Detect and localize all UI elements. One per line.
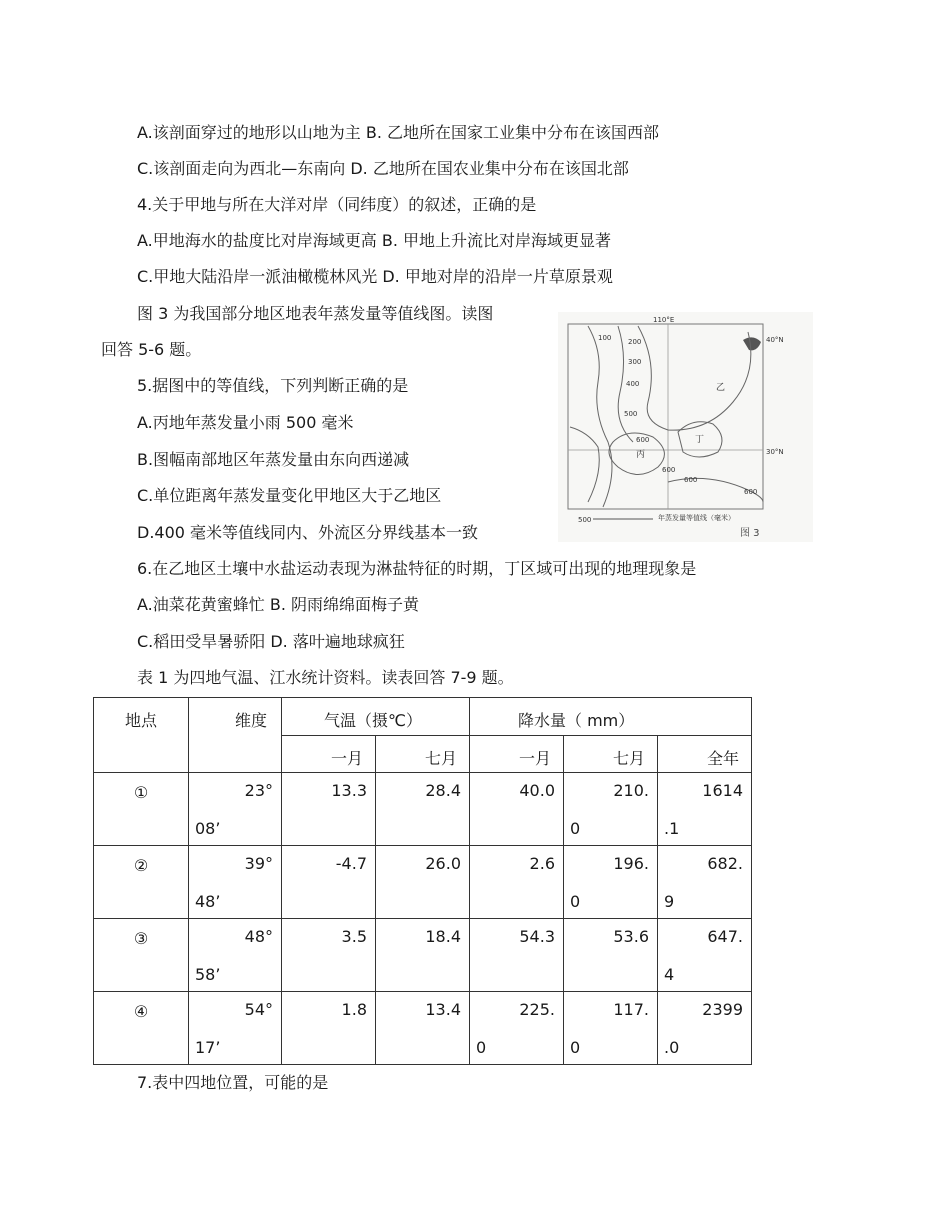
- place-ding: 丁: [695, 435, 705, 445]
- lat-min: 58’: [195, 965, 221, 984]
- header-temp-jan: 一月: [282, 735, 376, 773]
- option-line-4c: C.甲地大陆沿岸一派油橄榄林风光 D. 甲地对岸的沿岸一片草原景观: [137, 267, 613, 286]
- option-line-3c: C.该剖面走向为西北—东南向 D. 乙地所在国农业集中分布在该国北部: [137, 159, 629, 178]
- question-5: 5.据图中的等值线，下列判断正确的是: [137, 376, 409, 395]
- option-5d: D.400 毫米等值线同内、外流区分界线基本一致: [137, 523, 479, 542]
- place-bing: 丙: [636, 450, 646, 460]
- table-row: [94, 846, 752, 919]
- option-line-3a: A.该剖面穿过的地形以山地为主 B. 乙地所在国家工业集中分布在该国西部: [137, 123, 659, 142]
- option-5c: C.单位距离年蒸发量变化甲地区大于乙地区: [137, 486, 442, 505]
- lat-mid-label: 30°N: [766, 448, 784, 456]
- lat-deg: 23°: [244, 781, 273, 800]
- figure-intro: 图 3 为我国部分地区地表年蒸发量等值线图。读图: [137, 304, 494, 323]
- evaporation-contour-map: [558, 312, 813, 542]
- precip-year-cont: .0: [664, 1038, 680, 1057]
- question-7: 7.表中四地位置，可能的是: [137, 1073, 329, 1092]
- row-id: ③: [133, 929, 149, 948]
- lat-deg: 39°: [244, 854, 273, 873]
- precip-year: 2399: [702, 1000, 743, 1019]
- precip-year-cont: 4: [664, 965, 675, 984]
- climate-table: [93, 697, 752, 1065]
- precip-jan: 40.0: [519, 781, 555, 800]
- contour-label: 100: [598, 334, 612, 342]
- temp-jan: 13.3: [331, 781, 367, 800]
- contour-label: 500: [624, 410, 638, 418]
- option-5b: B.图幅南部地区年蒸发量由东向西递减: [137, 450, 410, 469]
- lat-deg: 48°: [244, 927, 273, 946]
- table-intro: 表 1 为四地气温、江水统计资料。读表回答 7-9 题。: [137, 668, 514, 687]
- row-id: ①: [133, 783, 149, 802]
- temp-jul: 28.4: [425, 781, 461, 800]
- legend-value: 500: [578, 516, 592, 524]
- precip-year-cont: .1: [664, 819, 680, 838]
- question-6: 6.在乙地区土壤中水盐运动表现为淋盐特征的时期，丁区域可出现的地理现象是: [137, 559, 697, 578]
- precip-jul: 117.: [613, 1000, 649, 1019]
- contour-label: 200: [628, 338, 642, 346]
- table-row: [94, 919, 752, 992]
- temp-jul: 13.4: [425, 1000, 461, 1019]
- row-id: ④: [133, 1002, 149, 1021]
- lat-deg: 54°: [244, 1000, 273, 1019]
- lat-min: 08’: [195, 819, 221, 838]
- precip-jul-cont: 0: [570, 819, 581, 838]
- header-precip: 降水量（ mm）: [470, 698, 752, 736]
- lat-min: 48’: [195, 892, 221, 911]
- header-place: 地点: [94, 698, 189, 773]
- option-line-4a: A.甲地海水的盐度比对岸海域更高 B. 甲地上升流比对岸海域更显著: [137, 231, 611, 250]
- legend-text: 年蒸发量等值线（毫米）: [658, 514, 735, 522]
- precip-jul: 210.: [613, 781, 649, 800]
- precip-jan-cont: 0: [476, 1038, 487, 1057]
- contour-label: 400: [626, 380, 640, 388]
- precip-jul-cont: 0: [570, 892, 581, 911]
- figure-intro-cont: 回答 5-6 题。: [101, 340, 202, 359]
- precip-jan: 225.: [519, 1000, 555, 1019]
- figure-caption: 图 3: [740, 528, 760, 539]
- header-precip-jul: 七月: [564, 735, 658, 773]
- lat-min: 17’: [195, 1038, 221, 1057]
- header-precip-jan: 一月: [470, 735, 564, 773]
- table-row: [94, 773, 752, 846]
- temp-jul: 18.4: [425, 927, 461, 946]
- temp-jan: -4.7: [335, 854, 367, 873]
- row-id: ②: [133, 856, 149, 875]
- precip-jan: 2.6: [529, 854, 555, 873]
- table-row: [94, 992, 752, 1065]
- precip-jul: 53.6: [613, 927, 649, 946]
- precip-year-cont: 9: [664, 892, 675, 911]
- contour-label: 600: [684, 476, 698, 484]
- contour-label: 300: [628, 358, 642, 366]
- contour-label: 600: [744, 488, 758, 496]
- temp-jan: 1.8: [341, 1000, 367, 1019]
- lon-label: 110°E: [653, 316, 675, 324]
- precip-jan: 54.3: [519, 927, 555, 946]
- place-yi: 乙: [716, 383, 726, 393]
- temp-jul: 26.0: [425, 854, 461, 873]
- precip-year: 682.: [707, 854, 743, 873]
- header-lat: 维度: [189, 698, 282, 773]
- question-4: 4.关于甲地与所在大洋对岸（同纬度）的叙述，正确的是: [137, 195, 537, 214]
- header-temp: 气温（摄℃）: [282, 698, 470, 736]
- header-precip-year: 全年: [658, 735, 752, 773]
- precip-year: 1614: [702, 781, 743, 800]
- contour-label: 600: [636, 436, 650, 444]
- option-5a: A.丙地年蒸发量小雨 500 毫米: [137, 413, 354, 432]
- precip-year: 647.: [707, 927, 743, 946]
- precip-jul: 196.: [613, 854, 649, 873]
- contour-label: 600: [662, 466, 676, 474]
- lat-top-label: 40°N: [766, 336, 784, 344]
- precip-jul-cont: 0: [570, 1038, 581, 1057]
- option-6ab: A.油菜花黄蜜蜂忙 B. 阴雨绵绵面梅子黄: [137, 595, 419, 614]
- temp-jan: 3.5: [341, 927, 367, 946]
- header-temp-jul: 七月: [376, 735, 470, 773]
- option-6cd: C.稻田受旱暑骄阳 D. 落叶遍地球疯狂: [137, 632, 405, 651]
